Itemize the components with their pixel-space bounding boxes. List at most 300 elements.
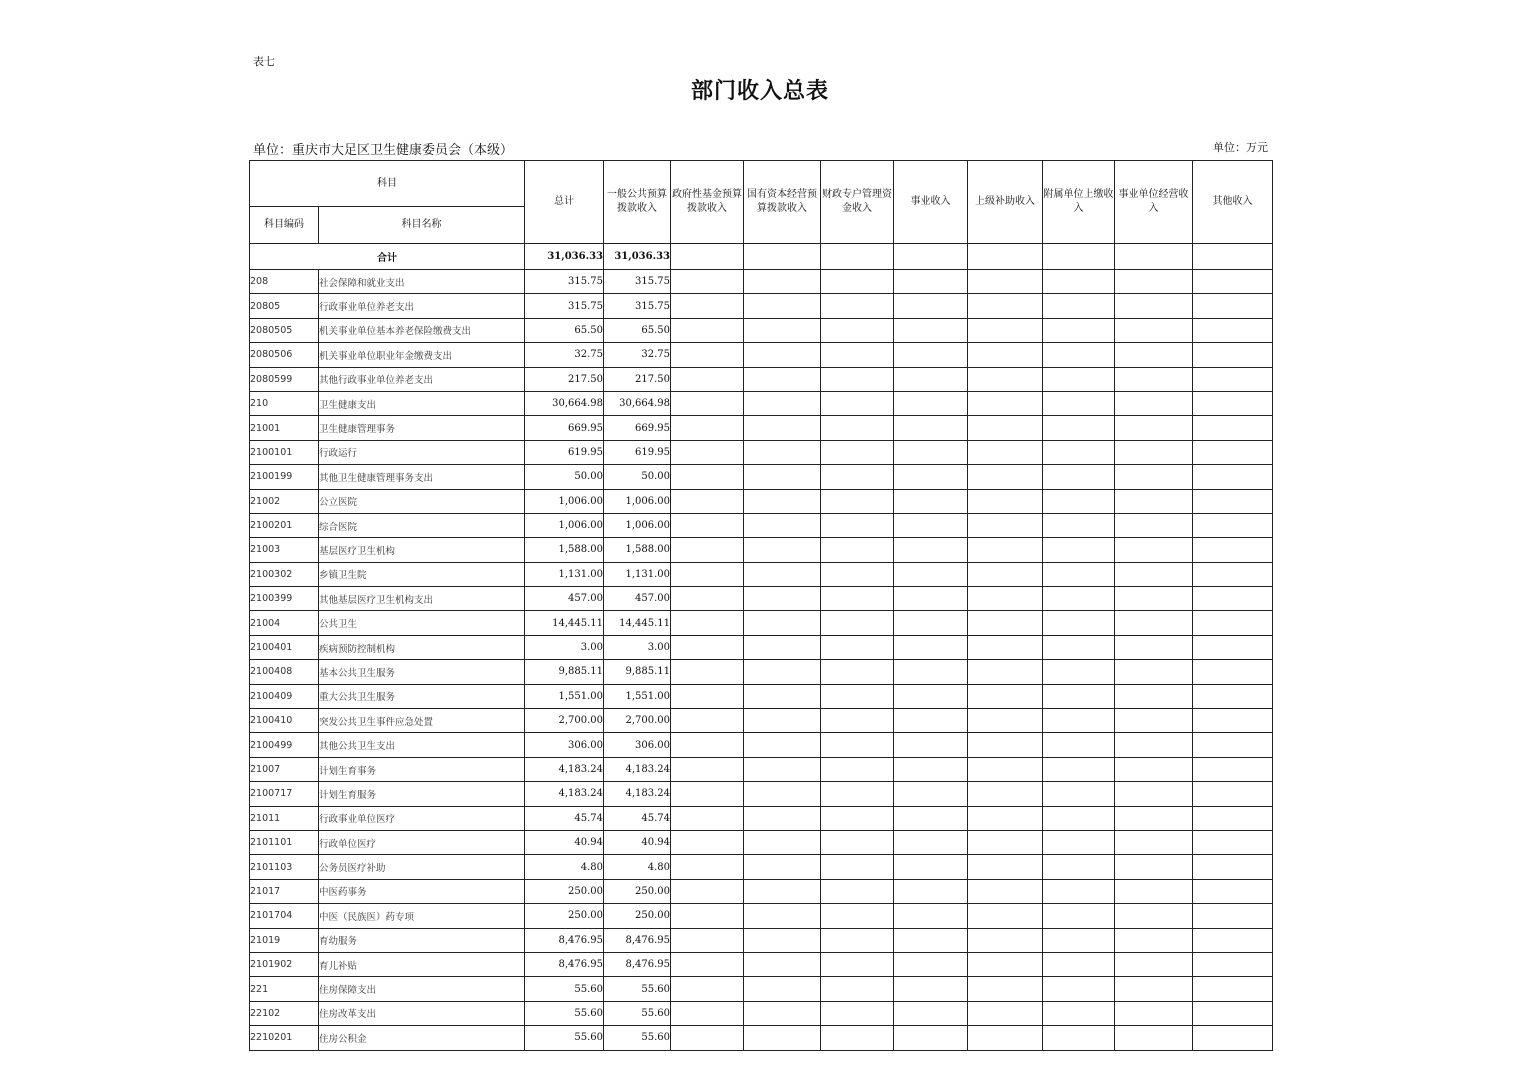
empty-cell	[1115, 465, 1193, 489]
total-amount: 4,183.24	[525, 757, 604, 781]
empty-cell	[1043, 1001, 1115, 1025]
total-amount: 457.00	[525, 587, 604, 611]
empty-cell	[744, 367, 821, 391]
empty-cell	[744, 294, 821, 318]
empty-cell	[671, 684, 744, 708]
empty-cell	[671, 489, 744, 513]
empty-cell	[1115, 684, 1193, 708]
empty-cell	[894, 879, 968, 903]
table-row	[250, 830, 1273, 854]
subject-code: 20805	[250, 294, 319, 318]
subject-code: 21011	[250, 806, 319, 830]
table-row	[250, 782, 1273, 806]
empty-cell	[744, 709, 821, 733]
table-row	[250, 538, 1273, 562]
subject-code: 21007	[250, 757, 319, 781]
empty-cell	[1193, 440, 1273, 464]
total-amount: 250.00	[525, 879, 604, 903]
empty-cell	[1115, 928, 1193, 952]
empty-cell	[744, 977, 821, 1001]
empty-cell	[968, 635, 1043, 659]
empty-cell	[744, 587, 821, 611]
empty-cell	[1043, 391, 1115, 415]
empty-cell	[671, 952, 744, 976]
table-row	[250, 757, 1273, 781]
header-business-income: 事业收入	[894, 161, 968, 244]
empty-cell	[1193, 611, 1273, 635]
empty-cell	[821, 904, 894, 928]
subject-name: 住房公积金	[319, 1026, 525, 1050]
empty-cell	[744, 1026, 821, 1050]
empty-cell	[821, 611, 894, 635]
total-amount: 14,445.11	[525, 611, 604, 635]
general-budget-amount: 4,183.24	[604, 782, 671, 806]
subject-name: 社会保障和就业支出	[319, 270, 525, 294]
empty-cell	[744, 855, 821, 879]
empty-cell	[744, 806, 821, 830]
empty-cell	[821, 416, 894, 440]
subject-name: 育儿补贴	[319, 952, 525, 976]
empty-cell	[821, 367, 894, 391]
empty-cell	[671, 270, 744, 294]
subject-name: 其他卫生健康管理事务支出	[319, 465, 525, 489]
empty-cell	[744, 440, 821, 464]
general-budget-amount: 1,006.00	[604, 489, 671, 513]
header-code: 科目编码	[250, 207, 319, 244]
empty-cell	[1043, 733, 1115, 757]
empty-cell	[744, 733, 821, 757]
empty-cell	[671, 635, 744, 659]
empty-cell	[894, 587, 968, 611]
subject-code: 2210201	[250, 1026, 319, 1050]
empty-cell	[744, 244, 821, 270]
table-row	[250, 270, 1273, 294]
empty-cell	[744, 465, 821, 489]
total-amount: 50.00	[525, 465, 604, 489]
total-amount: 315.75	[525, 294, 604, 318]
subject-code: 221	[250, 977, 319, 1001]
total-amount: 669.95	[525, 416, 604, 440]
empty-cell	[671, 757, 744, 781]
empty-cell	[821, 757, 894, 781]
subject-name: 基本公共卫生服务	[319, 660, 525, 684]
empty-cell	[894, 1026, 968, 1050]
empty-cell	[1115, 879, 1193, 903]
table-row	[250, 879, 1273, 903]
empty-cell	[1043, 416, 1115, 440]
total-amount: 250.00	[525, 904, 604, 928]
empty-cell	[671, 660, 744, 684]
empty-cell	[671, 1001, 744, 1025]
subject-code: 2080506	[250, 343, 319, 367]
total-amount: 8,476.95	[525, 928, 604, 952]
general-budget-amount: 45.74	[604, 806, 671, 830]
empty-cell	[821, 489, 894, 513]
total-amount: 315.75	[525, 270, 604, 294]
table-row	[250, 318, 1273, 342]
total-amount: 3.00	[525, 635, 604, 659]
table-row	[250, 684, 1273, 708]
empty-cell	[821, 244, 894, 270]
subject-code: 2100101	[250, 440, 319, 464]
empty-cell	[894, 367, 968, 391]
empty-cell	[894, 391, 968, 415]
empty-cell	[1043, 928, 1115, 952]
subject-code: 2100499	[250, 733, 319, 757]
empty-cell	[894, 416, 968, 440]
subject-code: 21017	[250, 879, 319, 903]
header-other-income: 其他收入	[1193, 161, 1273, 244]
empty-cell	[1193, 1001, 1273, 1025]
total-amount: 2,700.00	[525, 709, 604, 733]
table-row	[250, 709, 1273, 733]
table-row	[250, 391, 1273, 415]
empty-cell	[894, 660, 968, 684]
empty-cell	[894, 757, 968, 781]
total-amount: 1,588.00	[525, 538, 604, 562]
empty-cell	[744, 611, 821, 635]
empty-cell	[1193, 538, 1273, 562]
empty-cell	[671, 343, 744, 367]
table-row	[250, 855, 1273, 879]
empty-cell	[1193, 879, 1273, 903]
total-amount: 1,551.00	[525, 684, 604, 708]
empty-cell	[1043, 489, 1115, 513]
empty-cell	[968, 904, 1043, 928]
empty-cell	[968, 318, 1043, 342]
empty-cell	[1043, 318, 1115, 342]
empty-cell	[1043, 513, 1115, 537]
empty-cell	[968, 465, 1043, 489]
empty-cell	[671, 587, 744, 611]
empty-cell	[821, 684, 894, 708]
empty-cell	[821, 538, 894, 562]
empty-cell	[1193, 904, 1273, 928]
empty-cell	[1115, 538, 1193, 562]
empty-cell	[671, 367, 744, 391]
empty-cell	[1193, 562, 1273, 586]
empty-cell	[894, 952, 968, 976]
empty-cell	[671, 391, 744, 415]
total-amount: 8,476.95	[525, 952, 604, 976]
empty-cell	[1043, 709, 1115, 733]
empty-cell	[1193, 1026, 1273, 1050]
empty-cell	[894, 928, 968, 952]
empty-cell	[821, 635, 894, 659]
empty-cell	[1115, 757, 1193, 781]
header-general-budget: 一般公共预算拨款收入	[604, 161, 671, 244]
subject-code: 2100410	[250, 709, 319, 733]
empty-cell	[1043, 635, 1115, 659]
subject-code: 2080505	[250, 318, 319, 342]
empty-cell	[1193, 270, 1273, 294]
empty-cell	[1043, 684, 1115, 708]
empty-cell	[894, 562, 968, 586]
empty-cell	[1115, 830, 1193, 854]
empty-cell	[821, 952, 894, 976]
subject-name: 住房改革支出	[319, 1001, 525, 1025]
empty-cell	[894, 904, 968, 928]
empty-cell	[671, 244, 744, 270]
empty-cell	[968, 782, 1043, 806]
subject-name: 其他行政事业单位养老支出	[319, 367, 525, 391]
empty-cell	[1043, 660, 1115, 684]
empty-cell	[821, 391, 894, 415]
subject-name: 重大公共卫生服务	[319, 684, 525, 708]
table-row	[250, 513, 1273, 537]
total-amount: 9,885.11	[525, 660, 604, 684]
empty-cell	[968, 587, 1043, 611]
subject-code: 21004	[250, 611, 319, 635]
general-budget-amount: 669.95	[604, 416, 671, 440]
empty-cell	[894, 635, 968, 659]
empty-cell	[968, 806, 1043, 830]
subject-code: 21019	[250, 928, 319, 952]
total-amount: 30,664.98	[525, 391, 604, 415]
table-row	[250, 952, 1273, 976]
empty-cell	[1043, 343, 1115, 367]
header-total: 总计	[525, 161, 604, 244]
total-amount: 619.95	[525, 440, 604, 464]
empty-cell	[1193, 782, 1273, 806]
table-row	[250, 489, 1273, 513]
empty-cell	[821, 513, 894, 537]
subject-code: 21002	[250, 489, 319, 513]
general-budget-amount: 619.95	[604, 440, 671, 464]
general-budget-amount: 1,551.00	[604, 684, 671, 708]
empty-cell	[671, 416, 744, 440]
empty-cell	[968, 611, 1043, 635]
header-subject: 科目	[250, 161, 525, 207]
empty-cell	[744, 904, 821, 928]
general-budget-amount: 8,476.95	[604, 952, 671, 976]
general-budget-amount: 315.75	[604, 294, 671, 318]
empty-cell	[1115, 1026, 1193, 1050]
table-row	[250, 977, 1273, 1001]
empty-cell	[968, 513, 1043, 537]
subject-name: 卫生健康管理事务	[319, 416, 525, 440]
empty-cell	[1043, 367, 1115, 391]
empty-cell	[821, 270, 894, 294]
empty-cell	[671, 977, 744, 1001]
header-name: 科目名称	[319, 207, 525, 244]
empty-cell	[1115, 416, 1193, 440]
empty-cell	[894, 782, 968, 806]
empty-cell	[1115, 806, 1193, 830]
empty-cell	[671, 513, 744, 537]
empty-cell	[1115, 318, 1193, 342]
empty-cell	[1043, 806, 1115, 830]
subject-name: 行政事业单位养老支出	[319, 294, 525, 318]
empty-cell	[821, 977, 894, 1001]
empty-cell	[744, 270, 821, 294]
empty-cell	[671, 806, 744, 830]
total-general-budget: 31,036.33	[604, 244, 671, 270]
empty-cell	[894, 855, 968, 879]
subject-name: 公立医院	[319, 489, 525, 513]
empty-cell	[894, 733, 968, 757]
page-title: 部门收入总表	[690, 78, 829, 104]
table-row	[250, 806, 1273, 830]
subject-name: 公共卫生	[319, 611, 525, 635]
empty-cell	[1043, 855, 1115, 879]
empty-cell	[671, 879, 744, 903]
empty-cell	[1043, 611, 1115, 635]
empty-cell	[968, 562, 1043, 586]
table-row	[250, 1001, 1273, 1025]
empty-cell	[968, 952, 1043, 976]
empty-cell	[968, 733, 1043, 757]
empty-cell	[744, 684, 821, 708]
table-row	[250, 562, 1273, 586]
empty-cell	[821, 440, 894, 464]
empty-cell	[1115, 782, 1193, 806]
empty-cell	[968, 440, 1043, 464]
empty-cell	[894, 830, 968, 854]
empty-cell	[744, 635, 821, 659]
empty-cell	[968, 538, 1043, 562]
subject-name: 中医（民族医）药专项	[319, 904, 525, 928]
empty-cell	[671, 928, 744, 952]
subject-name: 计划生育事务	[319, 757, 525, 781]
empty-cell	[821, 562, 894, 586]
empty-cell	[1193, 244, 1273, 270]
empty-cell	[1115, 562, 1193, 586]
table-header	[250, 161, 1273, 244]
table-row	[250, 611, 1273, 635]
empty-cell	[894, 806, 968, 830]
empty-cell	[671, 709, 744, 733]
empty-cell	[1043, 1026, 1115, 1050]
subject-code: 210	[250, 391, 319, 415]
empty-cell	[1043, 244, 1115, 270]
subject-name: 育幼服务	[319, 928, 525, 952]
subject-code: 21001	[250, 416, 319, 440]
empty-cell	[1193, 635, 1273, 659]
table-row	[250, 904, 1273, 928]
subject-code: 2101902	[250, 952, 319, 976]
header-gov-fund: 政府性基金预算拨款收入	[671, 161, 744, 244]
general-budget-amount: 65.50	[604, 318, 671, 342]
table-row	[250, 587, 1273, 611]
empty-cell	[1115, 367, 1193, 391]
empty-cell	[821, 318, 894, 342]
department-unit: 单位：重庆市大足区卫生健康委员会（本级）	[253, 143, 514, 158]
general-budget-amount: 2,700.00	[604, 709, 671, 733]
empty-cell	[968, 757, 1043, 781]
empty-cell	[1193, 709, 1273, 733]
empty-cell	[1193, 489, 1273, 513]
empty-cell	[1193, 465, 1273, 489]
general-budget-amount: 55.60	[604, 977, 671, 1001]
general-budget-amount: 1,588.00	[604, 538, 671, 562]
empty-cell	[1043, 587, 1115, 611]
empty-cell	[1193, 660, 1273, 684]
empty-cell	[1115, 513, 1193, 537]
table-row	[250, 440, 1273, 464]
empty-cell	[744, 513, 821, 537]
empty-cell	[1115, 244, 1193, 270]
subject-name: 卫生健康支出	[319, 391, 525, 415]
empty-cell	[744, 562, 821, 586]
empty-cell	[968, 416, 1043, 440]
empty-cell	[744, 952, 821, 976]
subject-name: 乡镇卫生院	[319, 562, 525, 586]
table-row	[250, 733, 1273, 757]
empty-cell	[1115, 635, 1193, 659]
total-amount: 4,183.24	[525, 782, 604, 806]
empty-cell	[894, 465, 968, 489]
empty-cell	[1043, 294, 1115, 318]
header-operating-income: 事业单位经营收入	[1115, 161, 1193, 244]
empty-cell	[968, 709, 1043, 733]
subject-name: 机关事业单位职业年金缴费支出	[319, 343, 525, 367]
empty-cell	[744, 1001, 821, 1025]
empty-cell	[968, 830, 1043, 854]
table-number: 表七	[253, 55, 275, 68]
empty-cell	[744, 318, 821, 342]
empty-cell	[821, 294, 894, 318]
empty-cell	[821, 1026, 894, 1050]
empty-cell	[1043, 952, 1115, 976]
empty-cell	[744, 343, 821, 367]
general-budget-amount: 30,664.98	[604, 391, 671, 415]
empty-cell	[894, 489, 968, 513]
empty-cell	[1115, 343, 1193, 367]
general-budget-amount: 32.75	[604, 343, 671, 367]
empty-cell	[744, 391, 821, 415]
empty-cell	[744, 538, 821, 562]
subject-code: 22102	[250, 1001, 319, 1025]
subject-code: 2100409	[250, 684, 319, 708]
empty-cell	[968, 270, 1043, 294]
empty-cell	[1193, 587, 1273, 611]
general-budget-amount: 315.75	[604, 270, 671, 294]
empty-cell	[894, 244, 968, 270]
empty-cell	[1115, 855, 1193, 879]
empty-cell	[1193, 684, 1273, 708]
empty-cell	[968, 391, 1043, 415]
empty-cell	[821, 830, 894, 854]
empty-cell	[1193, 318, 1273, 342]
empty-cell	[744, 928, 821, 952]
empty-cell	[821, 465, 894, 489]
table-row	[250, 367, 1273, 391]
empty-cell	[671, 538, 744, 562]
empty-cell	[821, 782, 894, 806]
subject-name: 机关事业单位基本养老保险缴费支出	[319, 318, 525, 342]
empty-cell	[1115, 391, 1193, 415]
subject-name: 行政单位医疗	[319, 830, 525, 854]
empty-cell	[968, 928, 1043, 952]
general-budget-amount: 250.00	[604, 879, 671, 903]
empty-cell	[968, 343, 1043, 367]
empty-cell	[968, 879, 1043, 903]
total-row	[250, 244, 1273, 270]
empty-cell	[894, 318, 968, 342]
empty-cell	[968, 1001, 1043, 1025]
general-budget-amount: 306.00	[604, 733, 671, 757]
subject-code: 2100201	[250, 513, 319, 537]
empty-cell	[968, 489, 1043, 513]
empty-cell	[671, 733, 744, 757]
empty-cell	[1193, 733, 1273, 757]
subject-code: 2101704	[250, 904, 319, 928]
empty-cell	[744, 782, 821, 806]
subject-code: 2101101	[250, 830, 319, 854]
empty-cell	[1115, 440, 1193, 464]
subject-code: 21003	[250, 538, 319, 562]
